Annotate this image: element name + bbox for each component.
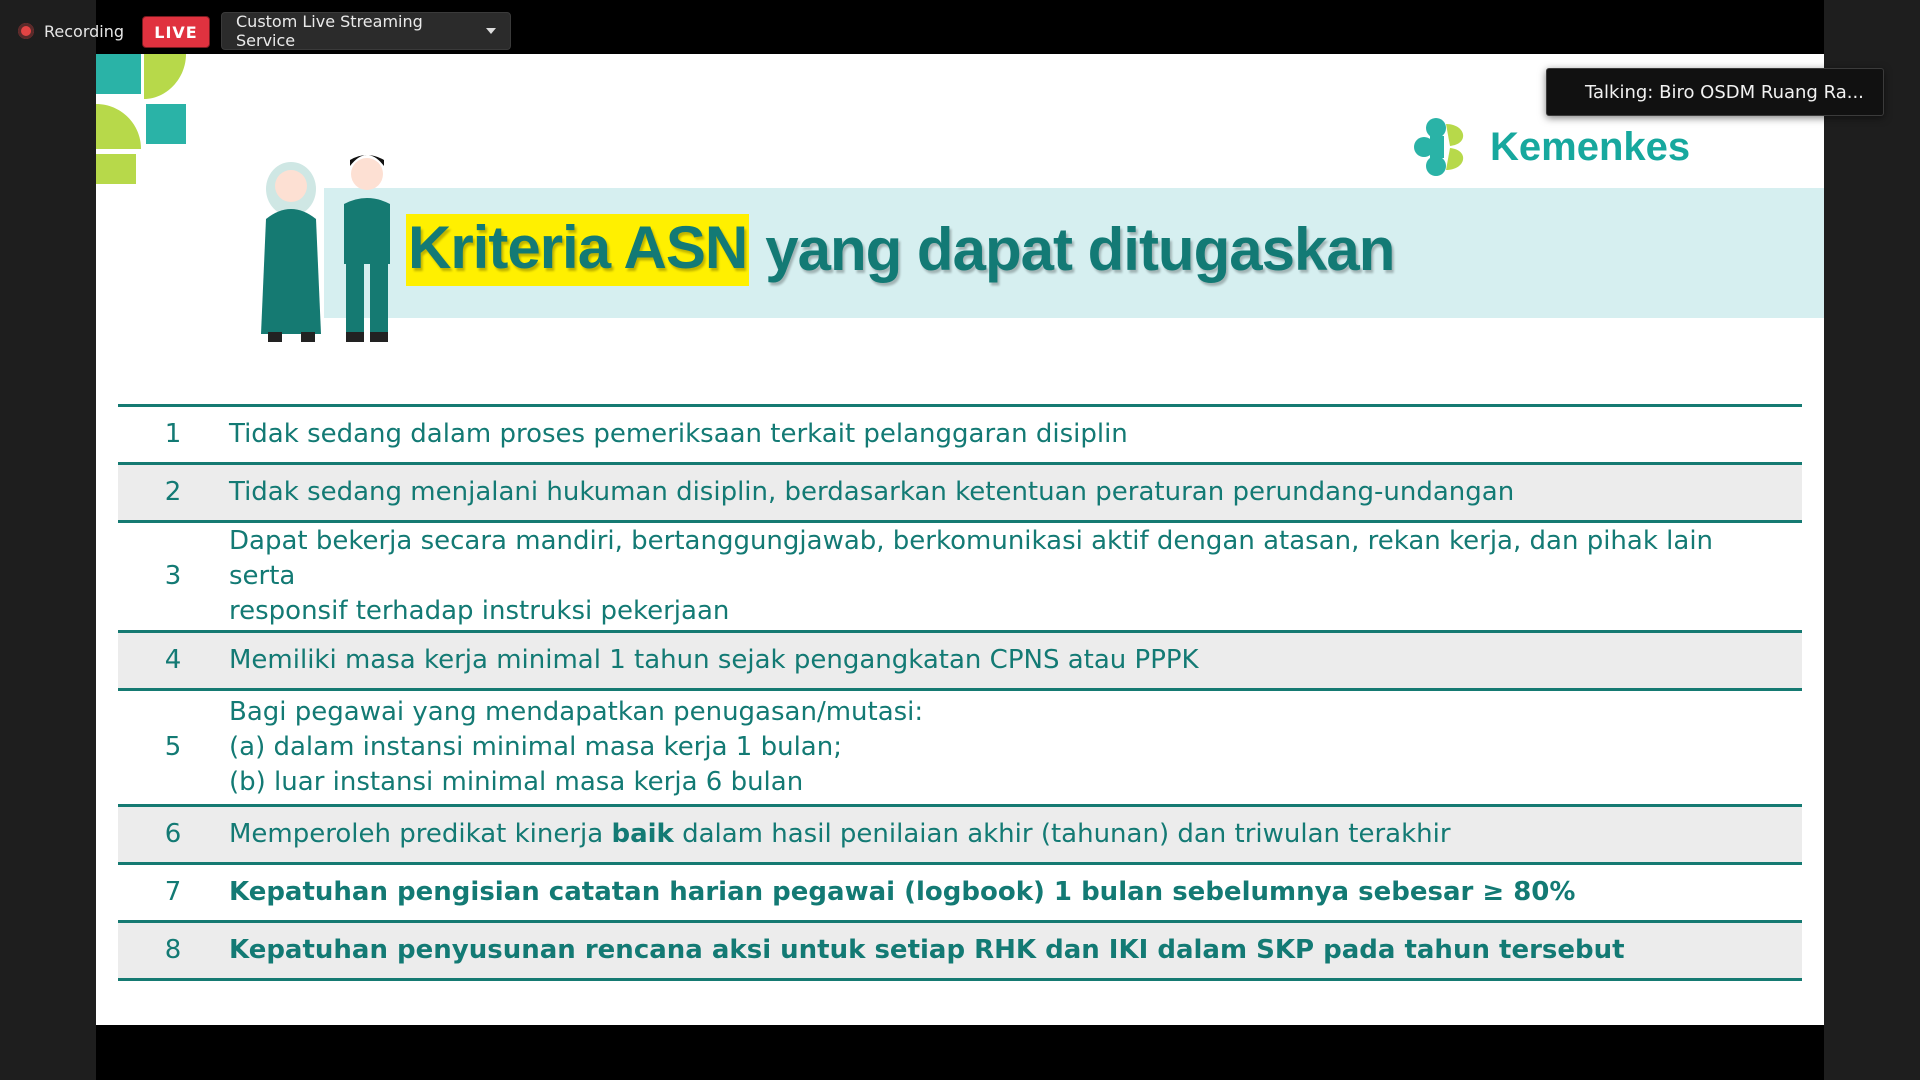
decorative-leaf-shapes [96, 54, 226, 184]
criteria-table [118, 404, 1802, 981]
row-number: 1 [164, 419, 182, 449]
row-number: 8 [164, 935, 182, 965]
table-row [118, 806, 1802, 864]
row-text: Kepatuhan pengisian catatan harian pegawai (logbook) 1 bulan sebelumnya sebesar ≥ 80% [229, 877, 1576, 907]
table-row [118, 464, 1802, 522]
right-gutter [1824, 0, 1920, 1080]
row-text [228, 806, 1802, 864]
stream-service-label: Custom Live Streaming Service [236, 12, 423, 50]
table-row [118, 922, 1802, 980]
title-rest: yang dapat ditugaskan [765, 216, 1395, 283]
row-text-post: dalam hasil penilaian akhir (tahunan) dan triwulan terakhir [673, 819, 1451, 849]
kemenkes-logo-icon [1414, 116, 1476, 178]
recording-indicator[interactable] [18, 18, 124, 44]
bottom-bar-background [96, 1025, 1824, 1080]
table-row [118, 690, 1802, 806]
row-number: 2 [164, 477, 182, 507]
row-text-line: (b) luar instansi minimal masa kerja 6 bulan [229, 767, 804, 797]
row-number: 6 [164, 819, 182, 849]
talking-indicator: Talking: Biro OSDM Ruang Ra... [1546, 68, 1884, 116]
asn-figures-illustration [246, 144, 416, 354]
row-text [228, 690, 1802, 806]
kemenkes-wordmark: Kemenkes [1490, 124, 1691, 169]
row-number: 7 [164, 877, 182, 907]
row-text-line: responsif terhadap instruksi pekerjaan [229, 596, 730, 626]
left-gutter [0, 0, 96, 1080]
recording-label: Recording [44, 21, 125, 41]
table-row [118, 632, 1802, 690]
table-row [118, 406, 1802, 464]
row-text-line: Dapat bekerja secara mandiri, bertanggungjawab, berkomunikasi aktif dengan atasan, rekan kerja, dan pihak lain serta [229, 526, 1714, 591]
table-row [118, 522, 1802, 632]
row-text: Tidak sedang menjalani hukuman disiplin, berdasarkan ketentuan peraturan perundang-undangan [229, 477, 1515, 507]
row-text [228, 522, 1802, 632]
row-text: Tidak sedang dalam proses pemeriksaan terkait pelanggaran disiplin [229, 419, 1128, 449]
row-number: 3 [164, 561, 182, 591]
caret-down-icon [486, 28, 496, 34]
record-icon [18, 23, 34, 39]
slide-title [406, 206, 1394, 294]
live-badge[interactable]: LIVE [142, 16, 210, 48]
row-number: 4 [164, 645, 182, 675]
title-highlight: Kriteria ASN [406, 214, 749, 286]
row-text-line: Bagi pegawai yang mendapatkan penugasan/mutasi: [229, 697, 924, 727]
stream-service-dropdown[interactable] [221, 12, 511, 50]
row-text-line: (a) dalam instansi minimal masa kerja 1 bulan; [229, 732, 842, 762]
row-text: Kepatuhan penyusunan rencana aksi untuk setiap RHK dan IKI dalam SKP pada tahun tersebut [229, 935, 1625, 965]
row-text-bold: baik [611, 819, 674, 849]
shared-slide [96, 54, 1824, 1025]
kemenkes-logo [1414, 116, 1690, 178]
table-row [118, 864, 1802, 922]
row-text-pre: Memperoleh predikat kinerja [229, 819, 612, 849]
row-number: 5 [164, 732, 182, 762]
row-text: Memiliki masa kerja minimal 1 tahun sejak pengangkatan CPNS atau PPPK [229, 645, 1199, 675]
